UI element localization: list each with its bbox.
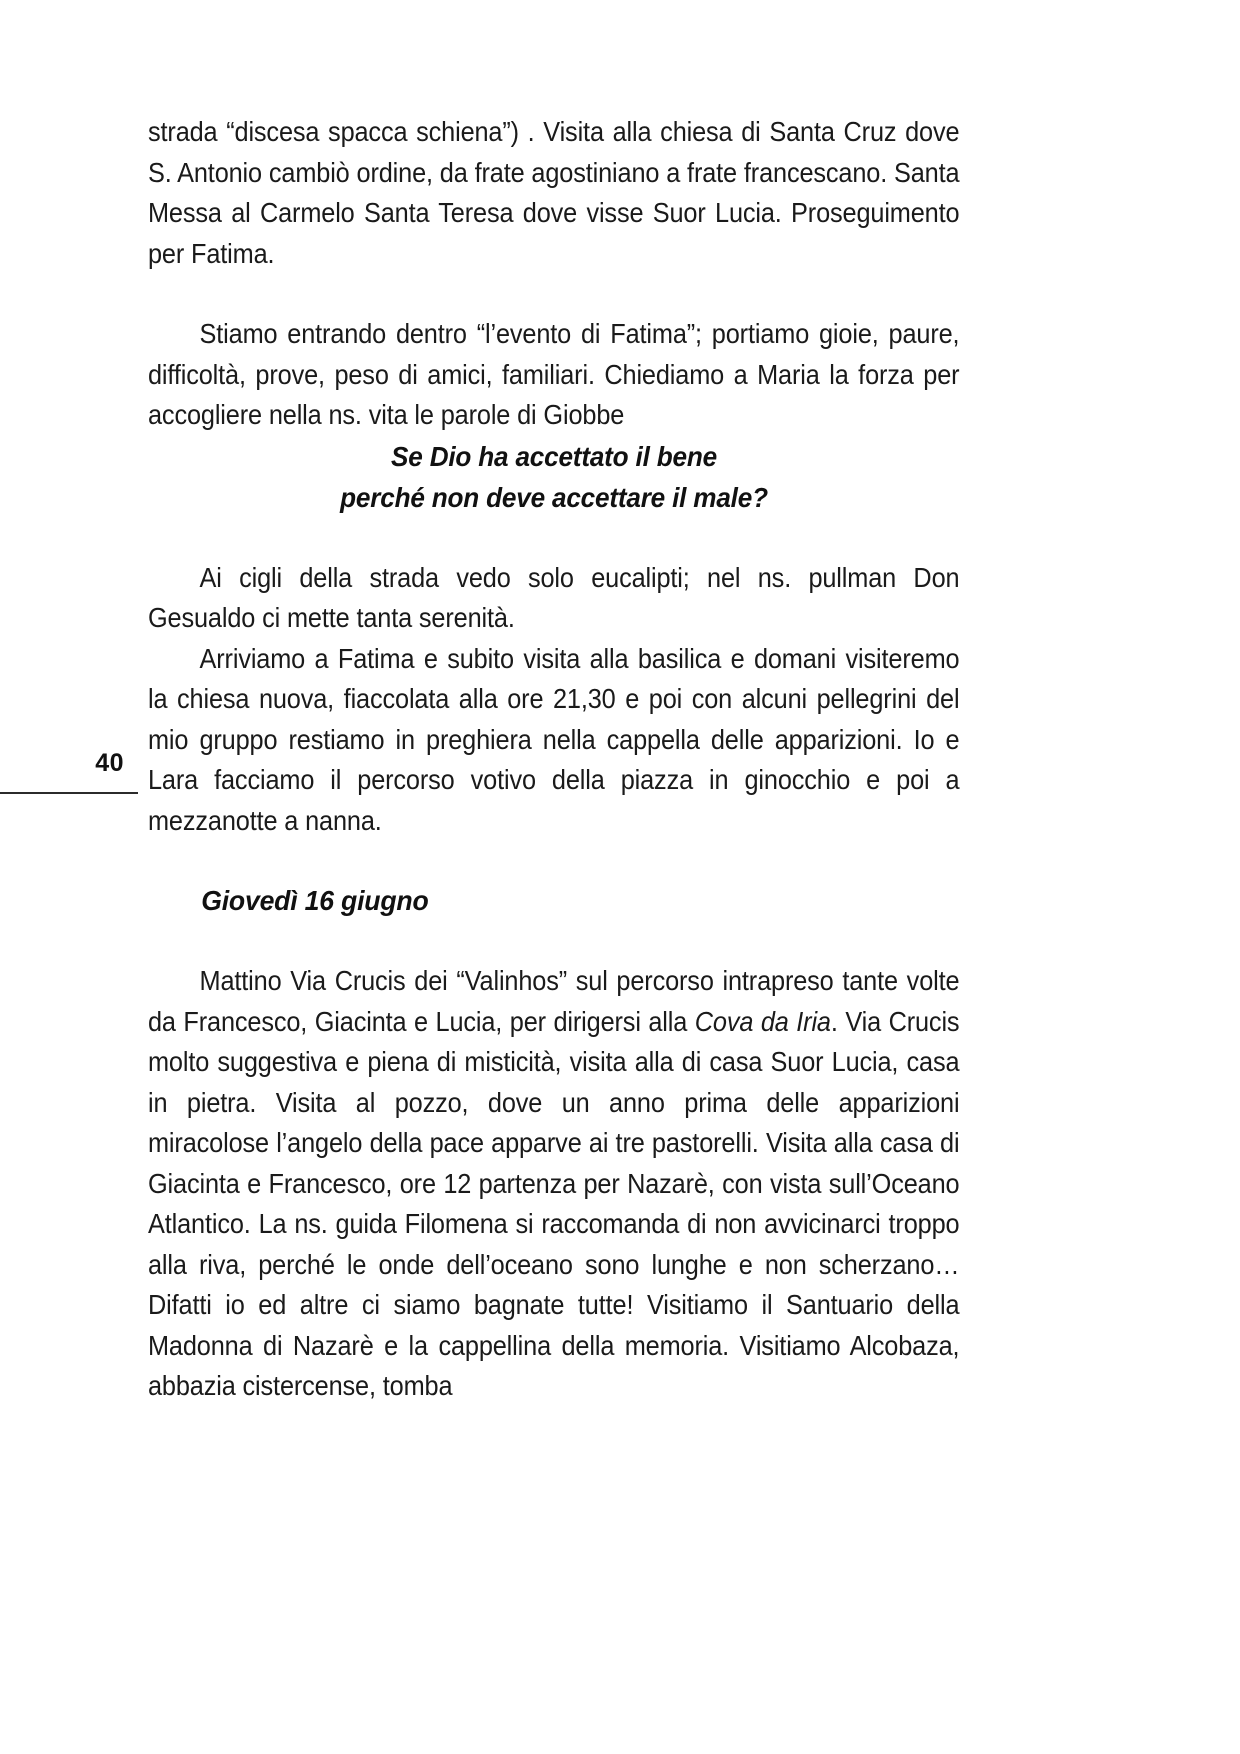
paragraph-gap — [148, 921, 960, 961]
paragraph-2: Stiamo entrando dentro “l’evento di Fatima”; portiamo gioie, paure, difficoltà, prove, peso di amici, familiari. Chiediamo a Maria la forza per accogliere nella ns. vita le parole di Giobbe — [148, 318, 960, 430]
place-name-cova-da-iria: Cova da Iria — [694, 1005, 831, 1037]
paragraph-1: strada “discesa spacca schiena”) . Visita alla chiesa di Santa Cruz dove S. Antonio cambiò ordine, da frate agostiniano a frate francescano. Santa Messa al Carmelo Santa Teresa dove visse Suor Lucia. Proseguimento per Fatima. — [148, 116, 960, 269]
paragraph-gap — [148, 518, 960, 558]
quote-line-2: perché non deve accettare il male? — [340, 481, 768, 513]
text-column — [148, 112, 960, 1407]
paragraph-3: Ai cigli della strada vedo solo eucalipti; nel ns. pullman Don Gesualdo ci mette tanta serenità. — [148, 561, 960, 633]
folio-rule — [0, 792, 138, 794]
day-heading: Giovedì 16 giugno — [201, 885, 429, 916]
paragraph-5 — [148, 961, 959, 1407]
quote-line-1: Se Dio ha accettato il bene — [391, 440, 717, 472]
folio-block — [0, 735, 140, 805]
paragraph-gap — [148, 274, 960, 314]
paragraph-5-lead: Mattino Via Crucis dei “Valinhos” sul percorso intrapreso tante volte da Francesco, Giacinta e Lucia, per dirigersi alla — [148, 965, 960, 1037]
page-number: 40 — [95, 749, 124, 777]
paragraph-4: Arriviamo a Fatima e subito visita alla basilica e domani visiteremo la chiesa nuova, fiaccolata alla ore 21,30 e poi con alcuni pellegrini del mio gruppo restiamo in preghiera nella cappella delle apparizioni. Io e Lara facciamo il percorso votivo della piazza in ginocchio e poi a mezzanotte a nanna. — [148, 642, 960, 836]
paragraph-5-tail: . Via Crucis molto suggestiva e piena di misticità, visita alla di casa Suor Lucia, casa in pietra. Visita al pozzo, dove un anno prima delle apparizioni miracolose l’angelo della pace apparve ai tre pastorelli. Visita alla casa di Giacinta e Francesco, ore 12 partenza per Nazarè, con vista sull’Oceano Atlantico. La ns. guida Filomena si raccomanda di non avvicinarci troppo alla riva, perché le onde dell’oceano sono lunghe e non scherzano… Difatti io ed altre ci siamo bagnate tutte! Visitiamo il Santuario della Madonna di Nazarè e la cappellina della memoria. Visitiamo Alcobaza, abbazia cistercense, tomba — [148, 1005, 960, 1401]
paragraph-gap — [148, 841, 960, 881]
